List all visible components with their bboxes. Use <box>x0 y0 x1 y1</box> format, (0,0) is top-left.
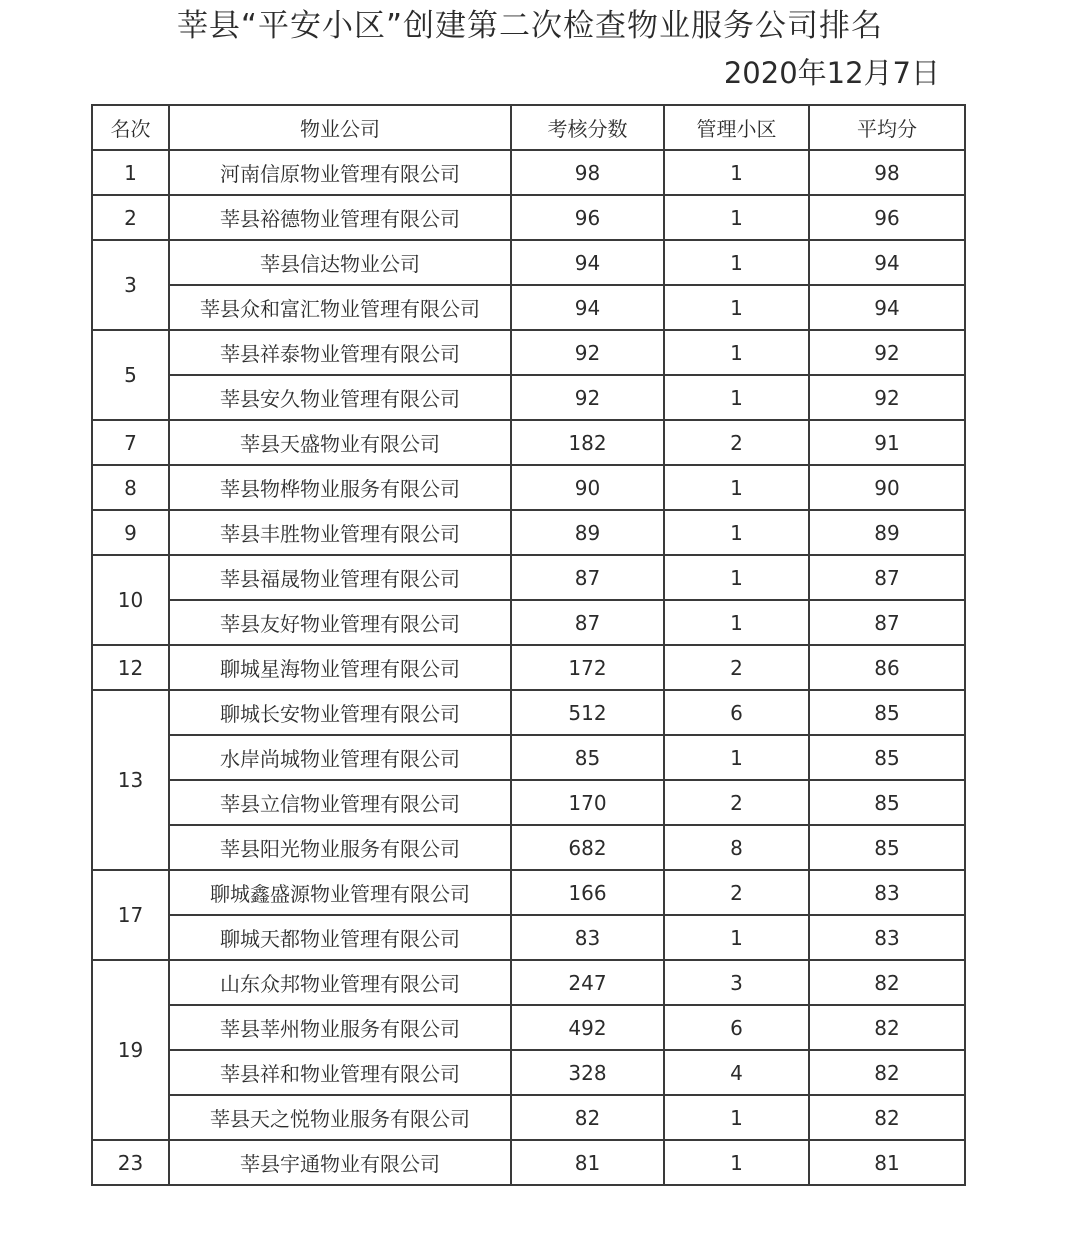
company-cell: 莘县丰胜物业管理有限公司 <box>169 510 511 555</box>
communities-cell: 1 <box>664 465 809 510</box>
score-cell: 172 <box>511 645 664 690</box>
communities-cell: 1 <box>664 735 809 780</box>
header-average: 平均分 <box>809 105 965 150</box>
score-cell: 170 <box>511 780 664 825</box>
table-row <box>92 240 965 285</box>
score-cell: 492 <box>511 1005 664 1050</box>
communities-cell: 1 <box>664 150 809 195</box>
document-title: 莘县“平安小区”创建第二次检查物业服务公司排名 <box>176 8 884 44</box>
table-row <box>92 510 965 555</box>
average-cell: 94 <box>809 240 965 285</box>
company-cell: 莘县天之悦物业服务有限公司 <box>169 1095 511 1140</box>
average-cell: 82 <box>809 1050 965 1095</box>
average-cell: 85 <box>809 690 965 735</box>
table-row <box>92 735 965 780</box>
average-cell: 85 <box>809 735 965 780</box>
rank-cell: 23 <box>92 1140 169 1185</box>
average-cell: 83 <box>809 915 965 960</box>
table-row <box>92 1005 965 1050</box>
table-row <box>92 1050 965 1095</box>
company-cell: 聊城鑫盛源物业管理有限公司 <box>169 870 511 915</box>
company-cell: 莘县安久物业管理有限公司 <box>169 375 511 420</box>
rank-cell: 3 <box>92 240 169 330</box>
table-row <box>92 645 965 690</box>
score-cell: 682 <box>511 825 664 870</box>
table-row <box>92 690 965 735</box>
communities-cell: 1 <box>664 510 809 555</box>
communities-cell: 1 <box>664 285 809 330</box>
communities-cell: 1 <box>664 600 809 645</box>
average-cell: 87 <box>809 555 965 600</box>
average-cell: 85 <box>809 780 965 825</box>
header-company: 物业公司 <box>169 105 511 150</box>
average-cell: 81 <box>809 1140 965 1185</box>
average-cell: 82 <box>809 960 965 1005</box>
table-row <box>92 555 965 600</box>
communities-cell: 1 <box>664 915 809 960</box>
table-row <box>92 870 965 915</box>
company-cell: 莘县宇通物业有限公司 <box>169 1140 511 1185</box>
company-cell: 莘县裕德物业管理有限公司 <box>169 195 511 240</box>
document-date: 2020年12月7日 <box>723 56 940 90</box>
communities-cell: 8 <box>664 825 809 870</box>
score-cell: 92 <box>511 375 664 420</box>
communities-cell: 1 <box>664 375 809 420</box>
average-cell: 90 <box>809 465 965 510</box>
score-cell: 182 <box>511 420 664 465</box>
rank-cell: 2 <box>92 195 169 240</box>
score-cell: 98 <box>511 150 664 195</box>
rank-cell: 7 <box>92 420 169 465</box>
score-cell: 85 <box>511 735 664 780</box>
company-cell: 聊城天都物业管理有限公司 <box>169 915 511 960</box>
average-cell: 86 <box>809 645 965 690</box>
score-cell: 166 <box>511 870 664 915</box>
company-cell: 莘县物桦物业服务有限公司 <box>169 465 511 510</box>
average-cell: 92 <box>809 375 965 420</box>
table-row <box>92 780 965 825</box>
company-cell: 莘县友好物业管理有限公司 <box>169 600 511 645</box>
communities-cell: 2 <box>664 870 809 915</box>
company-cell: 山东众邦物业管理有限公司 <box>169 960 511 1005</box>
company-cell: 莘县天盛物业有限公司 <box>169 420 511 465</box>
header-row <box>92 105 965 150</box>
communities-cell: 1 <box>664 1095 809 1140</box>
score-cell: 512 <box>511 690 664 735</box>
average-cell: 94 <box>809 285 965 330</box>
ranking-table <box>91 104 966 1186</box>
table-row <box>92 960 965 1005</box>
company-cell: 莘县福晟物业管理有限公司 <box>169 555 511 600</box>
score-cell: 96 <box>511 195 664 240</box>
rank-cell: 8 <box>92 465 169 510</box>
average-cell: 98 <box>809 150 965 195</box>
table-row <box>92 420 965 465</box>
rank-cell: 19 <box>92 960 169 1140</box>
header-communities: 管理小区 <box>664 105 809 150</box>
rank-cell: 13 <box>92 690 169 870</box>
company-cell: 莘县莘州物业服务有限公司 <box>169 1005 511 1050</box>
table-row <box>92 600 965 645</box>
company-cell: 莘县祥和物业管理有限公司 <box>169 1050 511 1095</box>
company-cell: 聊城星海物业管理有限公司 <box>169 645 511 690</box>
rank-cell: 5 <box>92 330 169 420</box>
score-cell: 94 <box>511 240 664 285</box>
company-cell: 莘县立信物业管理有限公司 <box>169 780 511 825</box>
communities-cell: 1 <box>664 555 809 600</box>
average-cell: 92 <box>809 330 965 375</box>
score-cell: 89 <box>511 510 664 555</box>
average-cell: 89 <box>809 510 965 555</box>
header-score: 考核分数 <box>511 105 664 150</box>
average-cell: 83 <box>809 870 965 915</box>
score-cell: 82 <box>511 1095 664 1140</box>
company-cell: 水岸尚城物业管理有限公司 <box>169 735 511 780</box>
table-row <box>92 1140 965 1185</box>
company-cell: 莘县信达物业公司 <box>169 240 511 285</box>
score-cell: 87 <box>511 600 664 645</box>
score-cell: 83 <box>511 915 664 960</box>
average-cell: 96 <box>809 195 965 240</box>
company-cell: 莘县祥泰物业管理有限公司 <box>169 330 511 375</box>
communities-cell: 3 <box>664 960 809 1005</box>
communities-cell: 4 <box>664 1050 809 1095</box>
average-cell: 87 <box>809 600 965 645</box>
communities-cell: 1 <box>664 1140 809 1185</box>
rank-cell: 1 <box>92 150 169 195</box>
table-row <box>92 375 965 420</box>
score-cell: 92 <box>511 330 664 375</box>
communities-cell: 2 <box>664 780 809 825</box>
score-cell: 328 <box>511 1050 664 1095</box>
table-row <box>92 285 965 330</box>
communities-cell: 1 <box>664 195 809 240</box>
table-row <box>92 195 965 240</box>
table-header <box>92 105 965 150</box>
header-rank: 名次 <box>92 105 169 150</box>
table-body <box>92 150 965 1185</box>
table-row <box>92 1095 965 1140</box>
communities-cell: 2 <box>664 420 809 465</box>
company-cell: 莘县众和富汇物业管理有限公司 <box>169 285 511 330</box>
average-cell: 85 <box>809 825 965 870</box>
score-cell: 90 <box>511 465 664 510</box>
score-cell: 94 <box>511 285 664 330</box>
score-cell: 247 <box>511 960 664 1005</box>
table-row <box>92 825 965 870</box>
average-cell: 82 <box>809 1005 965 1050</box>
rank-cell: 10 <box>92 555 169 645</box>
communities-cell: 6 <box>664 1005 809 1050</box>
score-cell: 81 <box>511 1140 664 1185</box>
rank-cell: 12 <box>92 645 169 690</box>
company-cell: 聊城长安物业管理有限公司 <box>169 690 511 735</box>
communities-cell: 2 <box>664 645 809 690</box>
table-row <box>92 915 965 960</box>
table-row <box>92 150 965 195</box>
score-cell: 87 <box>511 555 664 600</box>
communities-cell: 6 <box>664 690 809 735</box>
table-row <box>92 330 965 375</box>
table-row <box>92 465 965 510</box>
communities-cell: 1 <box>664 330 809 375</box>
average-cell: 82 <box>809 1095 965 1140</box>
rank-cell: 9 <box>92 510 169 555</box>
company-cell: 河南信原物业管理有限公司 <box>169 150 511 195</box>
company-cell: 莘县阳光物业服务有限公司 <box>169 825 511 870</box>
average-cell: 91 <box>809 420 965 465</box>
communities-cell: 1 <box>664 240 809 285</box>
rank-cell: 17 <box>92 870 169 960</box>
